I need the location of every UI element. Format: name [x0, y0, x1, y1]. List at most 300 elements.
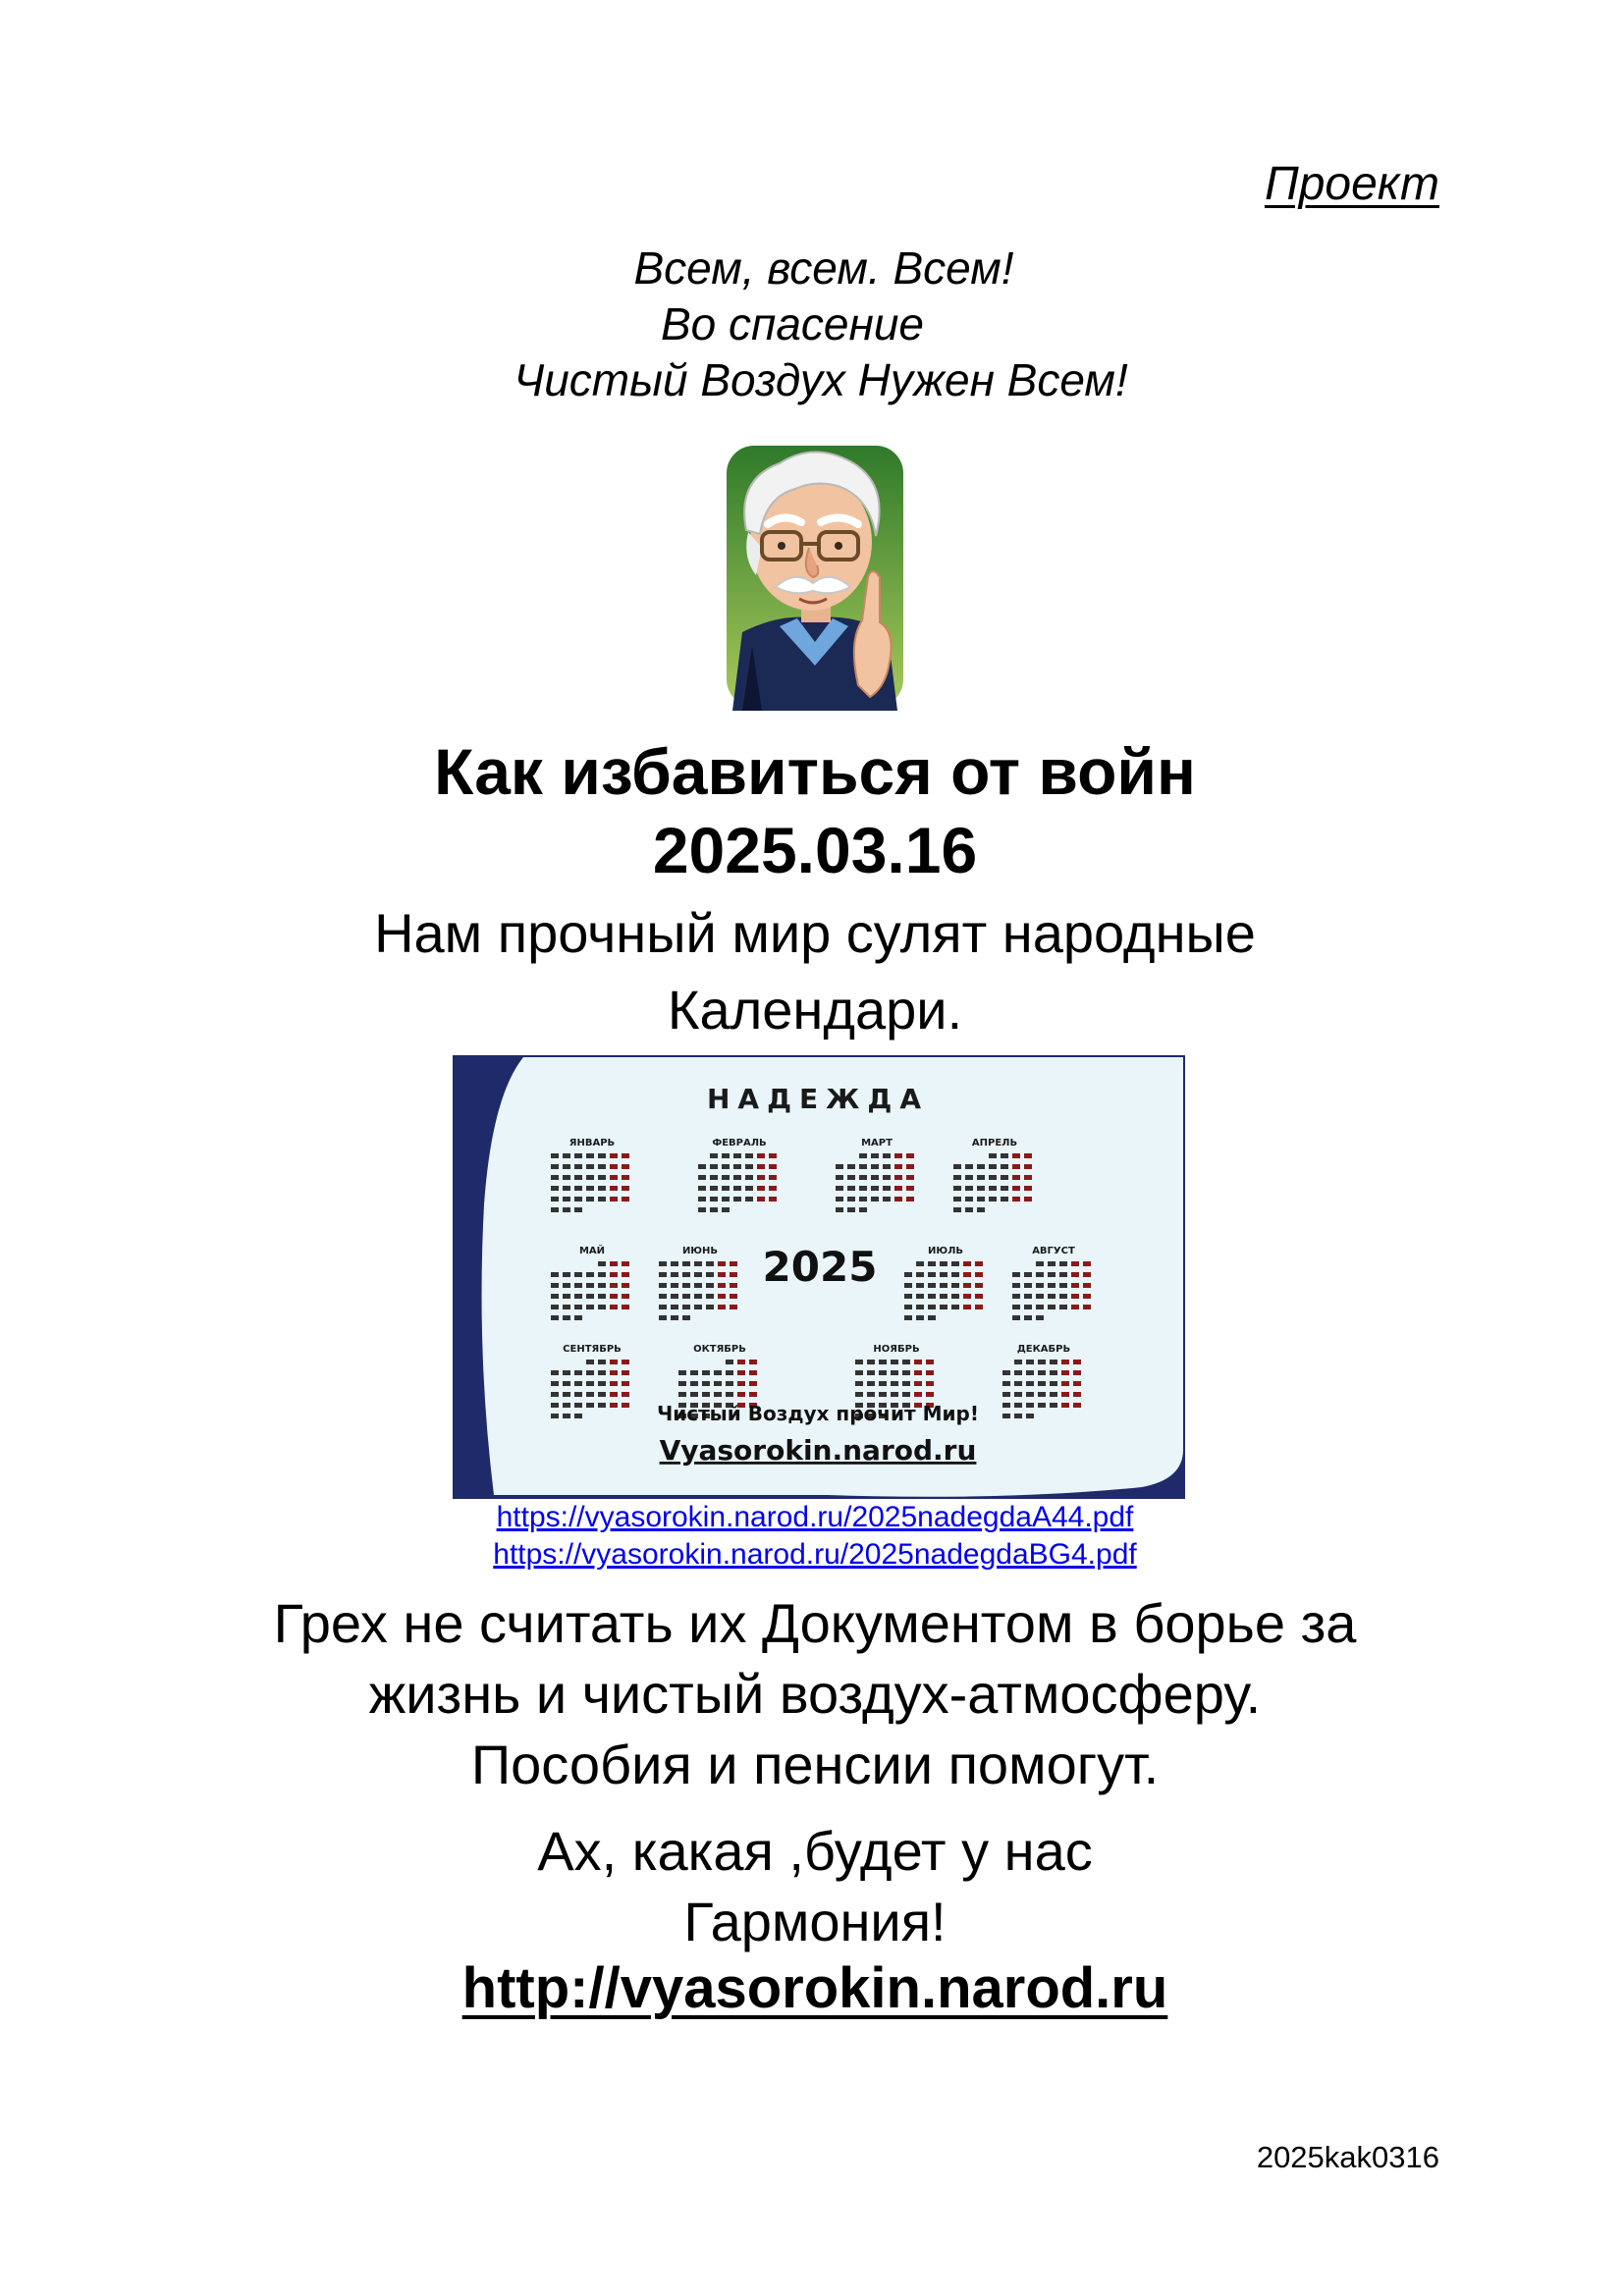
calendar-2025-image — [453, 1055, 1185, 1499]
calendar-day-cell — [940, 1272, 947, 1277]
calendar-day-cell — [563, 1403, 570, 1408]
calendar-day-cell — [730, 1261, 737, 1266]
calendar-day-cell — [1024, 1315, 1032, 1320]
calendar-day-cell — [586, 1153, 594, 1158]
calendar-day-cell — [745, 1186, 753, 1191]
calendar-day-cell — [1083, 1294, 1091, 1299]
calendar-day-cell — [671, 1294, 678, 1299]
calendar-day-cell — [1024, 1164, 1032, 1169]
calendar-day-cell — [706, 1294, 714, 1299]
calendar-day-cell — [1038, 1403, 1046, 1408]
calendar-day-cell — [574, 1175, 582, 1180]
calendar-day-cell — [1048, 1283, 1056, 1288]
calendar-day-cell — [1012, 1294, 1020, 1299]
site-link-container — [0, 1953, 1624, 2024]
calendar-day-cell — [706, 1272, 714, 1277]
calendar-day-cell — [904, 1272, 912, 1277]
calendar-day-cell — [659, 1261, 667, 1266]
calendar-day-cell — [940, 1305, 947, 1309]
calendar-day-cell — [551, 1370, 559, 1375]
calendar-day-cell — [610, 1381, 618, 1386]
calendar-day-cell — [963, 1272, 971, 1277]
calendar-day-cell — [902, 1392, 910, 1397]
calendar-day-cell — [1014, 1370, 1022, 1375]
calendar-day-cell — [902, 1381, 910, 1386]
calendar-day-cell — [1014, 1392, 1022, 1397]
calendar-day-cell — [1083, 1283, 1091, 1288]
calendar-day-cell — [622, 1197, 629, 1201]
calendar-day-cell — [586, 1403, 594, 1408]
calendar-day-cell — [989, 1175, 997, 1180]
calendar-day-cell — [622, 1272, 629, 1277]
calendar-day-cell — [963, 1305, 971, 1309]
calendar-month-label: МАРТ — [861, 1138, 893, 1148]
calendar-day-cell — [551, 1381, 559, 1386]
calendar-day-cell — [706, 1261, 714, 1266]
calendar-day-cell — [694, 1305, 702, 1309]
calendar-day-cell — [1038, 1370, 1046, 1375]
calendar-day-cell — [682, 1283, 690, 1288]
calendar-day-cell — [855, 1360, 863, 1364]
calendar-day-cell — [671, 1283, 678, 1288]
calendar-day-cell — [563, 1294, 570, 1299]
calendar-day-cell — [836, 1175, 843, 1180]
calendar-day-cell — [926, 1392, 934, 1397]
calendar-month-label: ДЕКАБРЬ — [1016, 1344, 1071, 1355]
calendar-day-cell — [1012, 1315, 1020, 1320]
calendar-day-cell — [1036, 1294, 1044, 1299]
calendar-day-cell — [598, 1164, 606, 1169]
calendar-day-cell — [867, 1381, 875, 1386]
body-line-2: жизнь и чистый воздух-атмосферу. — [368, 1663, 1262, 1725]
calendar-day-cell — [737, 1381, 745, 1386]
calendar-day-cell — [1083, 1305, 1091, 1309]
calendar-day-cell — [574, 1294, 582, 1299]
calendar-day-cell — [859, 1197, 867, 1201]
calendar-day-cell — [914, 1392, 922, 1397]
calendar-day-cell — [879, 1392, 887, 1397]
calendar-day-cell — [622, 1392, 629, 1397]
calendar-day-cell — [682, 1294, 690, 1299]
calendar-day-cell — [1083, 1261, 1091, 1266]
calendar-day-cell — [574, 1392, 582, 1397]
caricature-avatar-image — [723, 440, 907, 711]
calendar-day-cell — [963, 1294, 971, 1299]
calendar-day-cell — [914, 1370, 922, 1375]
calendar-day-cell — [586, 1381, 594, 1386]
pdf-link-bg4[interactable]: https://vyasorokin.narod.ru/2025nadegdaBG4.pdf — [493, 1538, 1137, 1571]
calendar-day-cell — [1024, 1305, 1032, 1309]
calendar-day-cell — [610, 1392, 618, 1397]
calendar-day-cell — [563, 1197, 570, 1201]
calendar-day-cell — [855, 1392, 863, 1397]
calendar-day-cell — [847, 1175, 855, 1180]
calendar-day-cell — [1026, 1414, 1034, 1418]
document-code: 2025kak0316 — [1256, 2140, 1439, 2174]
pdf-link-a4[interactable]: https://vyasorokin.narod.ru/2025nadegdaA44.pdf — [496, 1501, 1134, 1533]
calendar-day-cell — [710, 1164, 718, 1169]
calendar-day-cell — [1050, 1360, 1057, 1364]
calendar-day-cell — [1061, 1370, 1069, 1375]
calendar-day-cell — [953, 1175, 961, 1180]
calendar-day-cell — [610, 1370, 618, 1375]
calendar-day-cell — [714, 1370, 722, 1375]
site-link[interactable]: http://vyasorokin.narod.ru — [461, 1956, 1168, 2020]
calendar-day-cell — [659, 1294, 667, 1299]
calendar-day-cell — [718, 1272, 726, 1277]
calendar-day-cell — [722, 1197, 730, 1201]
calendar-day-cell — [928, 1305, 936, 1309]
calendar-day-cell — [914, 1360, 922, 1364]
calendar-day-cell — [769, 1153, 777, 1158]
calendar-day-cell — [904, 1315, 912, 1320]
calendar-day-cell — [894, 1186, 902, 1191]
calendar-day-cell — [586, 1186, 594, 1191]
calendar-day-cell — [574, 1153, 582, 1158]
calendar-day-cell — [1024, 1175, 1032, 1180]
calendar-day-cell — [718, 1283, 726, 1288]
calendar-day-cell — [1071, 1261, 1079, 1266]
calendar-day-cell — [722, 1186, 730, 1191]
calendar-day-cell — [1073, 1392, 1081, 1397]
calendar-day-cell — [1014, 1360, 1022, 1364]
calendar-day-cell — [1061, 1392, 1069, 1397]
calendar-day-cell — [902, 1360, 910, 1364]
calendar-day-cell — [718, 1305, 726, 1309]
calendar-day-cell — [726, 1360, 733, 1364]
calendar-day-cell — [551, 1207, 559, 1212]
calendar-day-cell — [622, 1261, 629, 1266]
calendar-day-cell — [1036, 1283, 1044, 1288]
calendar-day-cell — [622, 1305, 629, 1309]
calendar-day-cell — [1012, 1164, 1020, 1169]
calendar-day-cell — [867, 1370, 875, 1375]
calendar-day-cell — [659, 1272, 667, 1277]
pdf-links — [0, 1499, 1624, 1574]
calendar-day-cell — [916, 1294, 924, 1299]
calendar-day-cell — [951, 1272, 959, 1277]
calendar-day-cell — [1014, 1381, 1022, 1386]
calendar-day-cell — [940, 1294, 947, 1299]
calendar-day-cell — [690, 1381, 698, 1386]
calendar-day-cell — [563, 1370, 570, 1375]
calendar-day-cell — [733, 1175, 741, 1180]
calendar-day-cell — [975, 1272, 983, 1277]
calendar-day-cell — [1026, 1381, 1034, 1386]
calendar-day-cell — [916, 1315, 924, 1320]
calendar-day-cell — [847, 1197, 855, 1201]
calendar-day-cell — [622, 1175, 629, 1180]
calendar-day-cell — [749, 1370, 757, 1375]
calendar-day-cell — [1083, 1272, 1091, 1277]
calendar-day-cell — [598, 1370, 606, 1375]
calendar-day-cell — [1073, 1381, 1081, 1386]
calendar-day-cell — [1012, 1186, 1020, 1191]
calendar-day-cell — [871, 1164, 879, 1169]
calendar-site: Vyasorokin.narod.ru — [659, 1434, 977, 1467]
calendar-day-cell — [563, 1272, 570, 1277]
calendar-day-cell — [859, 1207, 867, 1212]
calendar-day-cell — [965, 1164, 973, 1169]
calendar-day-cell — [926, 1370, 934, 1375]
calendar-month-label: ФЕВРАЛЬ — [712, 1138, 767, 1148]
calendar-day-cell — [698, 1207, 706, 1212]
calendar-day-cell — [598, 1305, 606, 1309]
calendar-day-cell — [682, 1261, 690, 1266]
calendar-day-cell — [883, 1164, 891, 1169]
calendar-day-cell — [951, 1283, 959, 1288]
calendar-day-cell — [730, 1272, 737, 1277]
calendar-day-cell — [1001, 1197, 1008, 1201]
calendar-day-cell — [1059, 1261, 1067, 1266]
calendar-day-cell — [610, 1272, 618, 1277]
calendar-day-cell — [989, 1153, 997, 1158]
calendar-day-cell — [598, 1175, 606, 1180]
calendar-day-cell — [551, 1294, 559, 1299]
calendar-day-cell — [859, 1175, 867, 1180]
calendar-day-cell — [883, 1153, 891, 1158]
body-line-1: Грех не считать их Документом в борье за — [273, 1592, 1357, 1654]
calendar-day-cell — [1050, 1392, 1057, 1397]
calendar-day-cell — [891, 1392, 898, 1397]
calendar-day-cell — [963, 1261, 971, 1266]
calendar-day-cell — [1002, 1381, 1010, 1386]
calendar-day-cell — [574, 1414, 582, 1418]
calendar-heading: НАДЕЖДА — [706, 1083, 930, 1115]
calendar-day-cell — [722, 1164, 730, 1169]
calendar-day-cell — [586, 1283, 594, 1288]
calendar-day-cell — [694, 1294, 702, 1299]
calendar-day-cell — [622, 1294, 629, 1299]
calendar-day-cell — [598, 1272, 606, 1277]
calendar-day-cell — [867, 1392, 875, 1397]
calendar-day-cell — [730, 1305, 737, 1309]
calendar-day-cell — [1071, 1272, 1079, 1277]
calendar-day-cell — [733, 1186, 741, 1191]
calendar-day-cell — [871, 1175, 879, 1180]
calendar-day-cell — [1024, 1197, 1032, 1201]
calendar-day-cell — [902, 1370, 910, 1375]
calendar-day-cell — [859, 1153, 867, 1158]
calendar-day-cell — [745, 1197, 753, 1201]
subtitle-line-2: Календари. — [667, 979, 963, 1041]
calendar-day-cell — [977, 1207, 985, 1212]
calendar-day-cell — [926, 1360, 934, 1364]
calendar-day-cell — [916, 1272, 924, 1277]
calendar-day-cell — [563, 1381, 570, 1386]
title-date: 2025.03.16 — [652, 814, 978, 886]
calendar-day-cell — [769, 1175, 777, 1180]
calendar-day-cell — [563, 1207, 570, 1212]
calendar-day-cell — [1026, 1370, 1034, 1375]
calendar-month-label: ИЮНЬ — [681, 1246, 719, 1256]
calendar-day-cell — [928, 1272, 936, 1277]
calendar-day-cell — [659, 1315, 667, 1320]
subtitle-line-1: Нам прочный мир сулят народные — [374, 902, 1256, 964]
calendar-day-cell — [598, 1153, 606, 1158]
calendar-day-cell — [710, 1197, 718, 1201]
calendar-day-cell — [1012, 1175, 1020, 1180]
calendar-day-cell — [1001, 1164, 1008, 1169]
calendar-day-cell — [551, 1392, 559, 1397]
calendar-day-cell — [610, 1175, 618, 1180]
calendar-month-label: ЯНВАРЬ — [568, 1138, 616, 1148]
calendar-day-cell — [953, 1207, 961, 1212]
calendar-day-cell — [953, 1197, 961, 1201]
calendar-day-cell — [928, 1261, 936, 1266]
calendar-day-cell — [714, 1392, 722, 1397]
calendar-day-cell — [894, 1175, 902, 1180]
calendar-day-cell — [891, 1360, 898, 1364]
calendar-day-cell — [1026, 1360, 1034, 1364]
calendar-month-label: АВГУСТ — [1032, 1246, 1075, 1256]
calendar-day-cell — [769, 1186, 777, 1191]
calendar-day-cell — [953, 1186, 961, 1191]
calendar-day-cell — [1073, 1403, 1081, 1408]
calendar-day-cell — [563, 1283, 570, 1288]
calendar-day-cell — [1002, 1403, 1010, 1408]
calendar-day-cell — [977, 1186, 985, 1191]
calendar-day-cell — [574, 1381, 582, 1386]
calendar-day-cell — [1012, 1305, 1020, 1309]
calendar-day-cell — [1061, 1360, 1069, 1364]
calendar-day-cell — [1014, 1403, 1022, 1408]
calendar-day-cell — [894, 1197, 902, 1201]
calendar-day-cell — [610, 1197, 618, 1201]
calendar-day-cell — [871, 1197, 879, 1201]
calendar-day-cell — [1059, 1294, 1067, 1299]
calendar-day-cell — [586, 1197, 594, 1201]
calendar-day-cell — [574, 1164, 582, 1169]
harmony-line-2: Гармония! — [683, 1891, 947, 1952]
calendar-day-cell — [1071, 1294, 1079, 1299]
calendar-day-cell — [551, 1272, 559, 1277]
calendar-day-cell — [682, 1305, 690, 1309]
calendar-day-cell — [883, 1186, 891, 1191]
calendar-day-cell — [574, 1186, 582, 1191]
calendar-day-cell — [891, 1381, 898, 1386]
calendar-day-cell — [951, 1305, 959, 1309]
calendar-day-cell — [671, 1305, 678, 1309]
calendar-day-cell — [1048, 1294, 1056, 1299]
calendar-day-cell — [737, 1360, 745, 1364]
calendar-day-cell — [598, 1197, 606, 1201]
calendar-day-cell — [1038, 1392, 1046, 1397]
calendar-day-cell — [1050, 1370, 1057, 1375]
calendar-day-cell — [977, 1164, 985, 1169]
calendar-day-cell — [1048, 1272, 1056, 1277]
calendar-day-cell — [906, 1164, 914, 1169]
calendar-day-cell — [1073, 1360, 1081, 1364]
calendar-day-cell — [622, 1370, 629, 1375]
calendar-day-cell — [906, 1153, 914, 1158]
calendar-day-cell — [871, 1153, 879, 1158]
calendar-day-cell — [1061, 1403, 1069, 1408]
calendar-day-cell — [733, 1164, 741, 1169]
calendar-day-cell — [757, 1153, 765, 1158]
calendar-day-cell — [879, 1370, 887, 1375]
calendar-day-cell — [610, 1360, 618, 1364]
calendar-day-cell — [1036, 1261, 1044, 1266]
calendar-day-cell — [904, 1283, 912, 1288]
calendar-day-cell — [916, 1261, 924, 1266]
calendar-day-cell — [622, 1403, 629, 1408]
calendar-day-cell — [965, 1186, 973, 1191]
calendar-day-cell — [598, 1403, 606, 1408]
calendar-day-cell — [1002, 1414, 1010, 1418]
calendar-day-cell — [690, 1370, 698, 1375]
calendar-day-cell — [1073, 1370, 1081, 1375]
calendar-day-cell — [733, 1153, 741, 1158]
calendar-day-cell — [847, 1207, 855, 1212]
calendar-day-cell — [551, 1414, 559, 1418]
calendar-day-cell — [965, 1175, 973, 1180]
calendar-day-cell — [836, 1186, 843, 1191]
calendar-day-cell — [989, 1186, 997, 1191]
calendar-month-label: СЕНТЯБРЬ — [563, 1344, 622, 1355]
calendar-day-cell — [622, 1164, 629, 1169]
calendar-day-cell — [1012, 1197, 1020, 1201]
calendar-day-cell — [940, 1261, 947, 1266]
calendar-day-cell — [749, 1381, 757, 1386]
calendar-day-cell — [710, 1207, 718, 1212]
calendar-day-cell — [745, 1164, 753, 1169]
calendar-day-cell — [574, 1305, 582, 1309]
calendar-day-cell — [951, 1261, 959, 1266]
calendar-day-cell — [975, 1294, 983, 1299]
calendar-day-cell — [702, 1381, 710, 1386]
calendar-day-cell — [928, 1315, 936, 1320]
calendar-day-cell — [714, 1381, 722, 1386]
calendar-day-cell — [671, 1261, 678, 1266]
calendar-day-cell — [749, 1392, 757, 1397]
calendar-day-cell — [610, 1294, 618, 1299]
calendar-day-cell — [551, 1164, 559, 1169]
calendar-day-cell — [953, 1164, 961, 1169]
motto-line-3: Чистый Воздух Нужен Всем! — [514, 354, 1128, 405]
calendar-month-label: МАЙ — [578, 1246, 606, 1256]
calendar-day-cell — [879, 1381, 887, 1386]
calendar-day-cell — [694, 1272, 702, 1277]
calendar-day-cell — [977, 1197, 985, 1201]
calendar-day-cell — [879, 1360, 887, 1364]
calendar-day-cell — [710, 1153, 718, 1158]
calendar-day-cell — [926, 1381, 934, 1386]
calendar-day-cell — [563, 1315, 570, 1320]
calendar-day-cell — [1059, 1305, 1067, 1309]
calendar-day-cell — [989, 1164, 997, 1169]
calendar-day-cell — [883, 1197, 891, 1201]
calendar-day-cell — [622, 1186, 629, 1191]
calendar-day-cell — [1001, 1153, 1008, 1158]
calendar-day-cell — [847, 1164, 855, 1169]
calendar-day-cell — [1024, 1153, 1032, 1158]
calendar-month-label: ИЮЛЬ — [927, 1246, 964, 1256]
calendar-day-cell — [551, 1283, 559, 1288]
calendar-day-cell — [610, 1153, 618, 1158]
calendar-day-cell — [1001, 1175, 1008, 1180]
calendar-day-cell — [1059, 1283, 1067, 1288]
motto-line-1: Всем, всем. Всем! — [633, 242, 1014, 294]
calendar-day-cell — [867, 1360, 875, 1364]
calendar-day-cell — [1048, 1305, 1056, 1309]
calendar-day-cell — [859, 1186, 867, 1191]
calendar-day-cell — [722, 1175, 730, 1180]
calendar-day-cell — [1036, 1305, 1044, 1309]
body-line-3: Пособия и пенсии помогут. — [470, 1734, 1160, 1795]
calendar-day-cell — [1071, 1283, 1079, 1288]
calendar-day-cell — [1002, 1370, 1010, 1375]
